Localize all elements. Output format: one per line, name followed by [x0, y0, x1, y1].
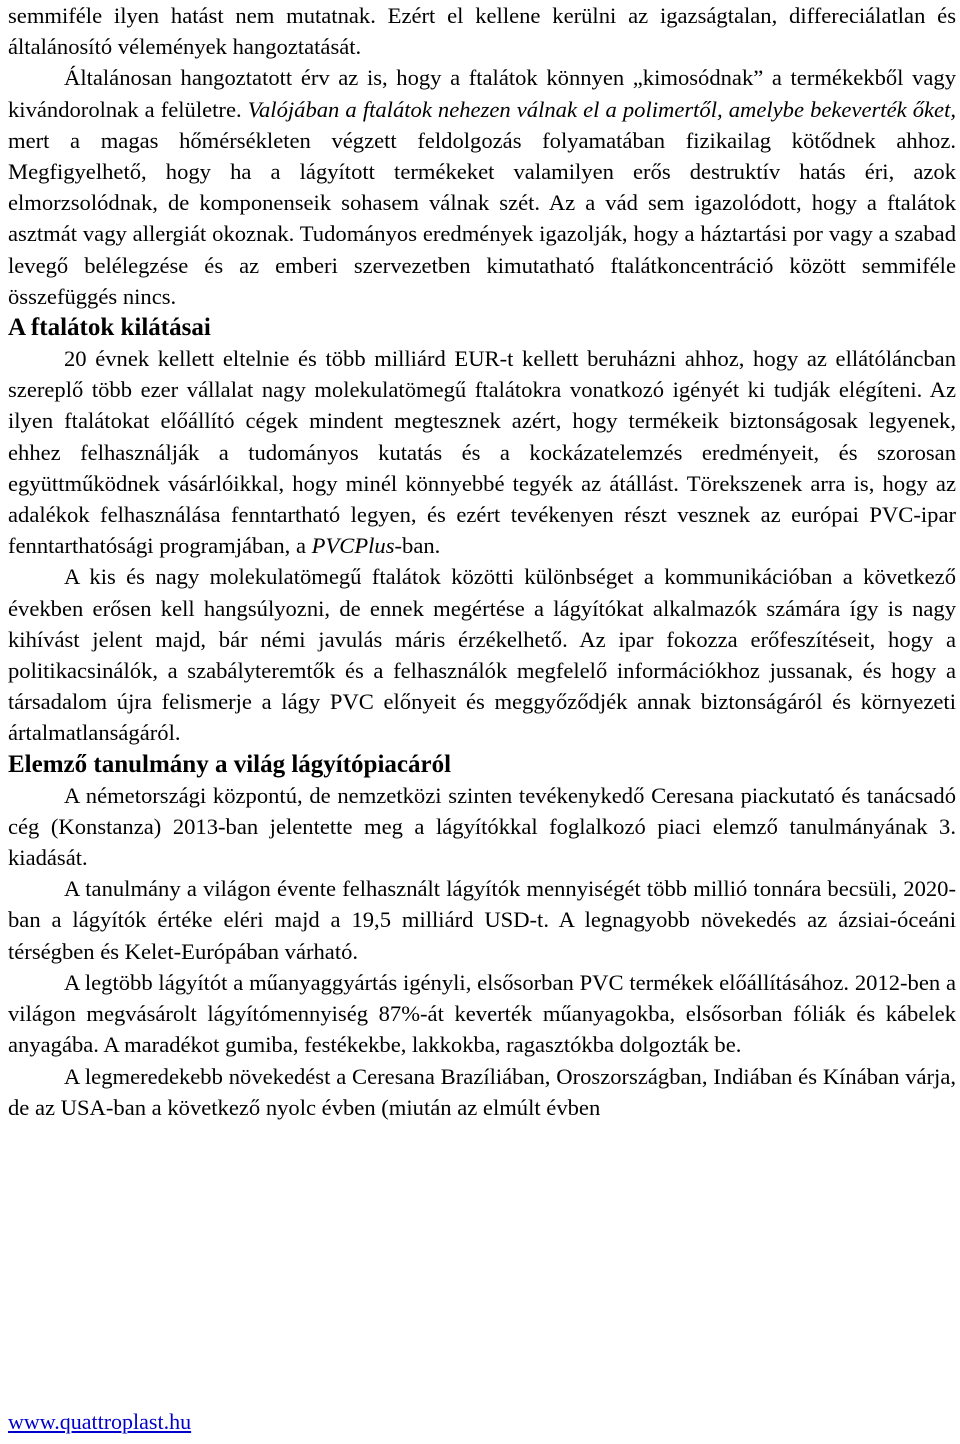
paragraph-intro-continuation — [8, 0, 956, 62]
text-prospects-2: A kis és nagy molekulatömegű ftalátok közötti különbséget a kommunikációban a következő években erősen kell hangsúlyozni, de ennek megértése a lágyítókat alkalmazók számára így is nagy kihívást jelent majd, bár némi javulás máris érzékelhető. Az ipar fokozza erőfeszítéseit, hogy a politikacsinálók, a szabályteremtők és a felhasználók megfelelő információkhoz jussanak, és hogy a társadalom újra felismerje a lágy PVC előnyeit és meggyőződjék annak biztonságáról és környezeti ártalmatlanságáról. — [8, 564, 956, 746]
footer — [8, 1408, 191, 1436]
text-market-4: A legmeredekebb növekedést a Ceresana Brazíliában, Oroszországban, Indiában és Kínában várja, de az USA-ban a következő nyolc évben (miután az elmúlt évben — [8, 1063, 956, 1120]
text-market-2: A tanulmány a világon évente felhasznált lágyítók mennyiségét több millió tonnára becsüli, 2020-ban a lágyítók értéke eléri majd a 19,5 milliárd USD-t. A legnagyobb növekedés az ázsiai-óceáni térségben és Kelet-Európában várható. — [8, 876, 956, 964]
section-heading-market-study: Elemző tanulmány a világ lágyítópiacáról — [8, 750, 452, 778]
text-leaching-rest: mert a magas hőmérsékleten végzett feldolgozás folyamatában fizikailag kötődnek ahhoz. Megfigyelhető, hogy ha a lágyított termékeket valamilyen erős destruktív hatás éri, azok elmorzsolódnak, de komponenseik sohasem válnak szét. Az a vád sem igazolódott, hogy a ftalátok asztmát vagy allergiát okoznak. Tudományos eredmények igazolják, hogy a háztartási por vagy a szabad levegő belélegzése és az emberi szervezetben kimutatható ftalátkoncentráció között semmiféle összefüggés nincs. — [8, 127, 956, 309]
text-pvcplus: PVCPlus — [311, 533, 395, 559]
document-page — [8, 0, 956, 1123]
paragraph-market-3 — [8, 967, 956, 1061]
text-prospects-before: 20 évnek kellett eltelnie és több milliárd EUR-t kellett beruházni ahhoz, hogy az ellátóláncban szereplő több ezer vállalat nagy molekulatömegű ftalátokra vonatkozó igényét ki tudják elégíteni. Az ilyen ftalátokat előállító cégek mindent megtesznek azért, hogy termékeik biztonságosak legyenek, ehhez felhasználják a tudományos kutatás és a kockázatelemzés eredményeit, és szorosan együttműködnek vásárlóikkal, hogy minél könnyebbé tegyék az átállást. Törekszenek arra is, hogy az adalékok felhasználása fenntartható legyen, és ezért tevékenyen részt vesznek az európai PVC-ipar fenntarthatósági programjában, a — [8, 346, 956, 559]
text-prospects-after: -ban. — [394, 533, 441, 559]
text-intro: semmiféle ilyen hatást nem mutatnak. Ezért el kellene kerülni az igazságtalan, differeciálatlan és általánosító vélemények hangoztatását. — [8, 3, 956, 60]
paragraph-leaching-argument — [8, 62, 956, 312]
text-leaching-intro: Általánosan hangoztatott érv az is, hogy a ftalátok könnyen „kimosódnak” a termékekből vagy kivándorolnak a felületre. — [8, 65, 956, 122]
text-market-1: A németországi központú, de nemzetközi szinten tevékenykedő Ceresana piackutató és tanácsadó cég (Konstanza) 2013-ban jelentette meg a lágyítókkal foglalkozó piaci elemző tanulmányának 3. kiadását. — [8, 782, 956, 871]
paragraph-market-1 — [8, 780, 956, 874]
paragraph-prospects-1 — [8, 343, 956, 561]
footer-website-link[interactable]: www.quattroplast.hu — [8, 1409, 192, 1434]
paragraph-market-2 — [8, 873, 956, 967]
paragraph-market-4 — [8, 1061, 956, 1123]
text-market-3: A legtöbb lágyítót a műanyaggyártás igényli, elsősorban PVC termékek előállításához. 2012-ben a világon megvásárolt lágyítómennyiség 87%-át keverték műanyagokba, elsősorban fóliák és kábelek anyagába. A maradékot gumiba, festékekbe, lakkokba, ragasztókba dolgozták be. — [8, 969, 956, 1058]
section-heading-prospects: A ftalátok kilátásai — [8, 314, 211, 342]
text-leaching-italic: Valójában a ftalátok nehezen válnak el a polimertől, amelybe bekeverték őket, — [247, 96, 957, 122]
paragraph-prospects-2 — [8, 561, 956, 748]
